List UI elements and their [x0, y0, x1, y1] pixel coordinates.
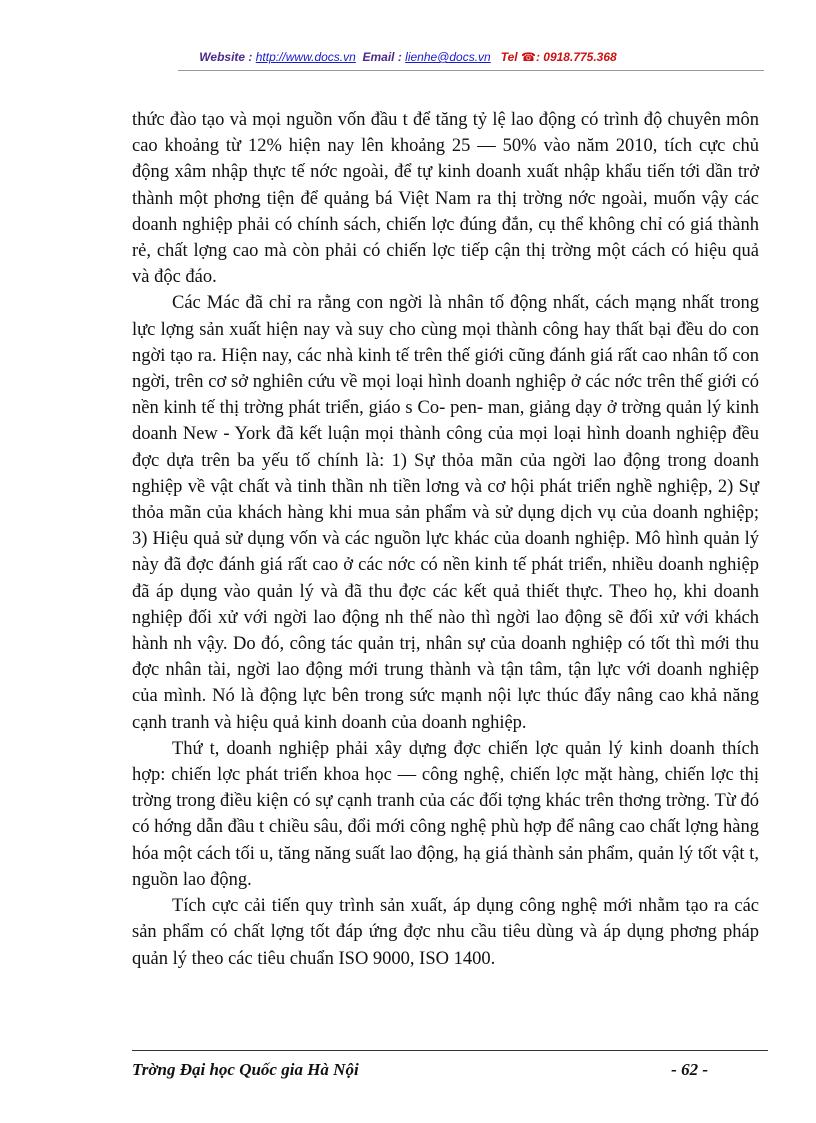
- paragraph: thức đào tạo và mọi nguồn vốn đầu t để tăng tỷ lệ lao động có trình độ chuyên môn cao khoảng từ 12% hiện nay lên khoảng 25 — 50% vào năm 2010, tích cực chủ động xâm nhập thực tế nớc ngoài, để tự kinh doanh xuất nhập khẩu tiến tới dần trở thành một phơng tiện để quảng bá Việt Nam ra thị trờng nớc ngoài, muốn vậy các doanh nghiệp phải có chính sách, chiến lợc đúng đắn, cụ thể không chỉ có giá thành rẻ, chất lợng cao mà còn phải có chiến lợc tiếp cận thị trờng một cách có hiệu quả và độc đáo.: [132, 110, 759, 288]
- email-separator: :: [394, 50, 406, 64]
- page-footer: [132, 1060, 768, 1082]
- email-label: Email: [362, 50, 395, 64]
- footer-divider: [132, 1050, 768, 1051]
- email-link[interactable]: lienhe@docs.vn: [405, 50, 491, 64]
- footer-institution: Trờng Đại học Quốc gia Hà Nội: [132, 1060, 359, 1079]
- paragraph: Các Mác đã chỉ ra rằng con ngời là nhân tố động nhất, cách mạng nhất trong lực lợng sản xuất hiện nay và suy cho cùng mọi thành công hay thất bại đều do con ngời tạo ra. Hiện nay, các nhà kinh tế trên thế giới cũng đánh giá rất cao nhân tố con ngời, trên cơ sở nghiên cứu về mọi loại hình doanh nghiệp ở các nớc trên thế giới có nền kinh tế thị trờng phát triển, giáo s Co- pen- man, giảng dạy ở trờng quản lý kinh doanh New - York đã kết luận mọi thành công của mọi loại hình doanh nghiệp đều đợc dựa trên ba yếu tố chính là: 1) Sự thỏa mãn của ngời lao động trong doanh nghiệp về vật chất và tinh thần nh tiền lơng và cơ hội phát triển nghề nghiệp, 2) Sự thỏa mãn của khách hàng khi mua sản phẩm và sử dụng dịch vụ của doanh nghiệp; 3) Hiệu quả sử dụng vốn và các nguồn lực khác của doanh nghiệp. Mô hình quản lý này đã đợc đánh giá rất cao ở các nớc có nền kinh tế phát triển, nhiều doanh nghiệp đã áp dụng vào quản lý và đã thu đợc các kết quả thiết thực. Theo họ, khi doanh nghiệp đối xử với ngời lao động nh thế nào thì ngời lao động sẽ đối xử với khách hành nh vậy. Do đó, công tác quản trị, nhân sự của doanh nghiệp có tốt thì mới thu đợc nhân tài, ngời lao động mới trung thành và tận tâm, tận lực với doanh nghiệp của mình. Nó là động lực bên trong sức mạnh nội lực thúc đẩy nâng cao khả năng cạnh tranh và hiệu quả kinh doanh của doanh nghiệp.: [132, 293, 759, 733]
- tel-label: Tel: [500, 50, 518, 64]
- website-link[interactable]: http://www.docs.vn: [255, 50, 356, 64]
- page-header: [0, 50, 816, 64]
- header-divider: [178, 70, 764, 71]
- paragraph: Tích cực cải tiến quy trình sản xuất, áp dụng công nghệ mới nhằm tạo ra các sản phẩm có chất lợng tốt đáp ứng đợc nhu cầu tiêu dùng và áp dụng phơng pháp quản lý theo các tiêu chuẩn ISO 9000, ISO 1400.: [132, 896, 759, 969]
- phone-icon: ☎: [521, 50, 536, 64]
- website-label: Website :: [199, 50, 256, 64]
- document-body: [132, 107, 759, 972]
- page-number: - 62 -: [671, 1060, 708, 1079]
- tel-value: : 0918.775.368: [535, 50, 617, 64]
- paragraph: Thứ t, doanh nghiệp phải xây dựng đợc chiến lợc quản lý kinh doanh thích hợp: chiến lợc phát triển khoa học — công nghệ, chiến lợc mặt hàng, chiến lợc thị trờng trong điều kiện có sự cạnh tranh của các đối tợng khác trên thơng trờng. Từ đó có hớng dẫn đầu t chiều sâu, đổi mới công nghệ phù hợp để nâng cao chất lợng hàng hóa một cách tối u, tăng năng suất lao động, hạ giá thành sản phẩm, quản lý tốt vật t, nguồn lao động.: [132, 738, 759, 890]
